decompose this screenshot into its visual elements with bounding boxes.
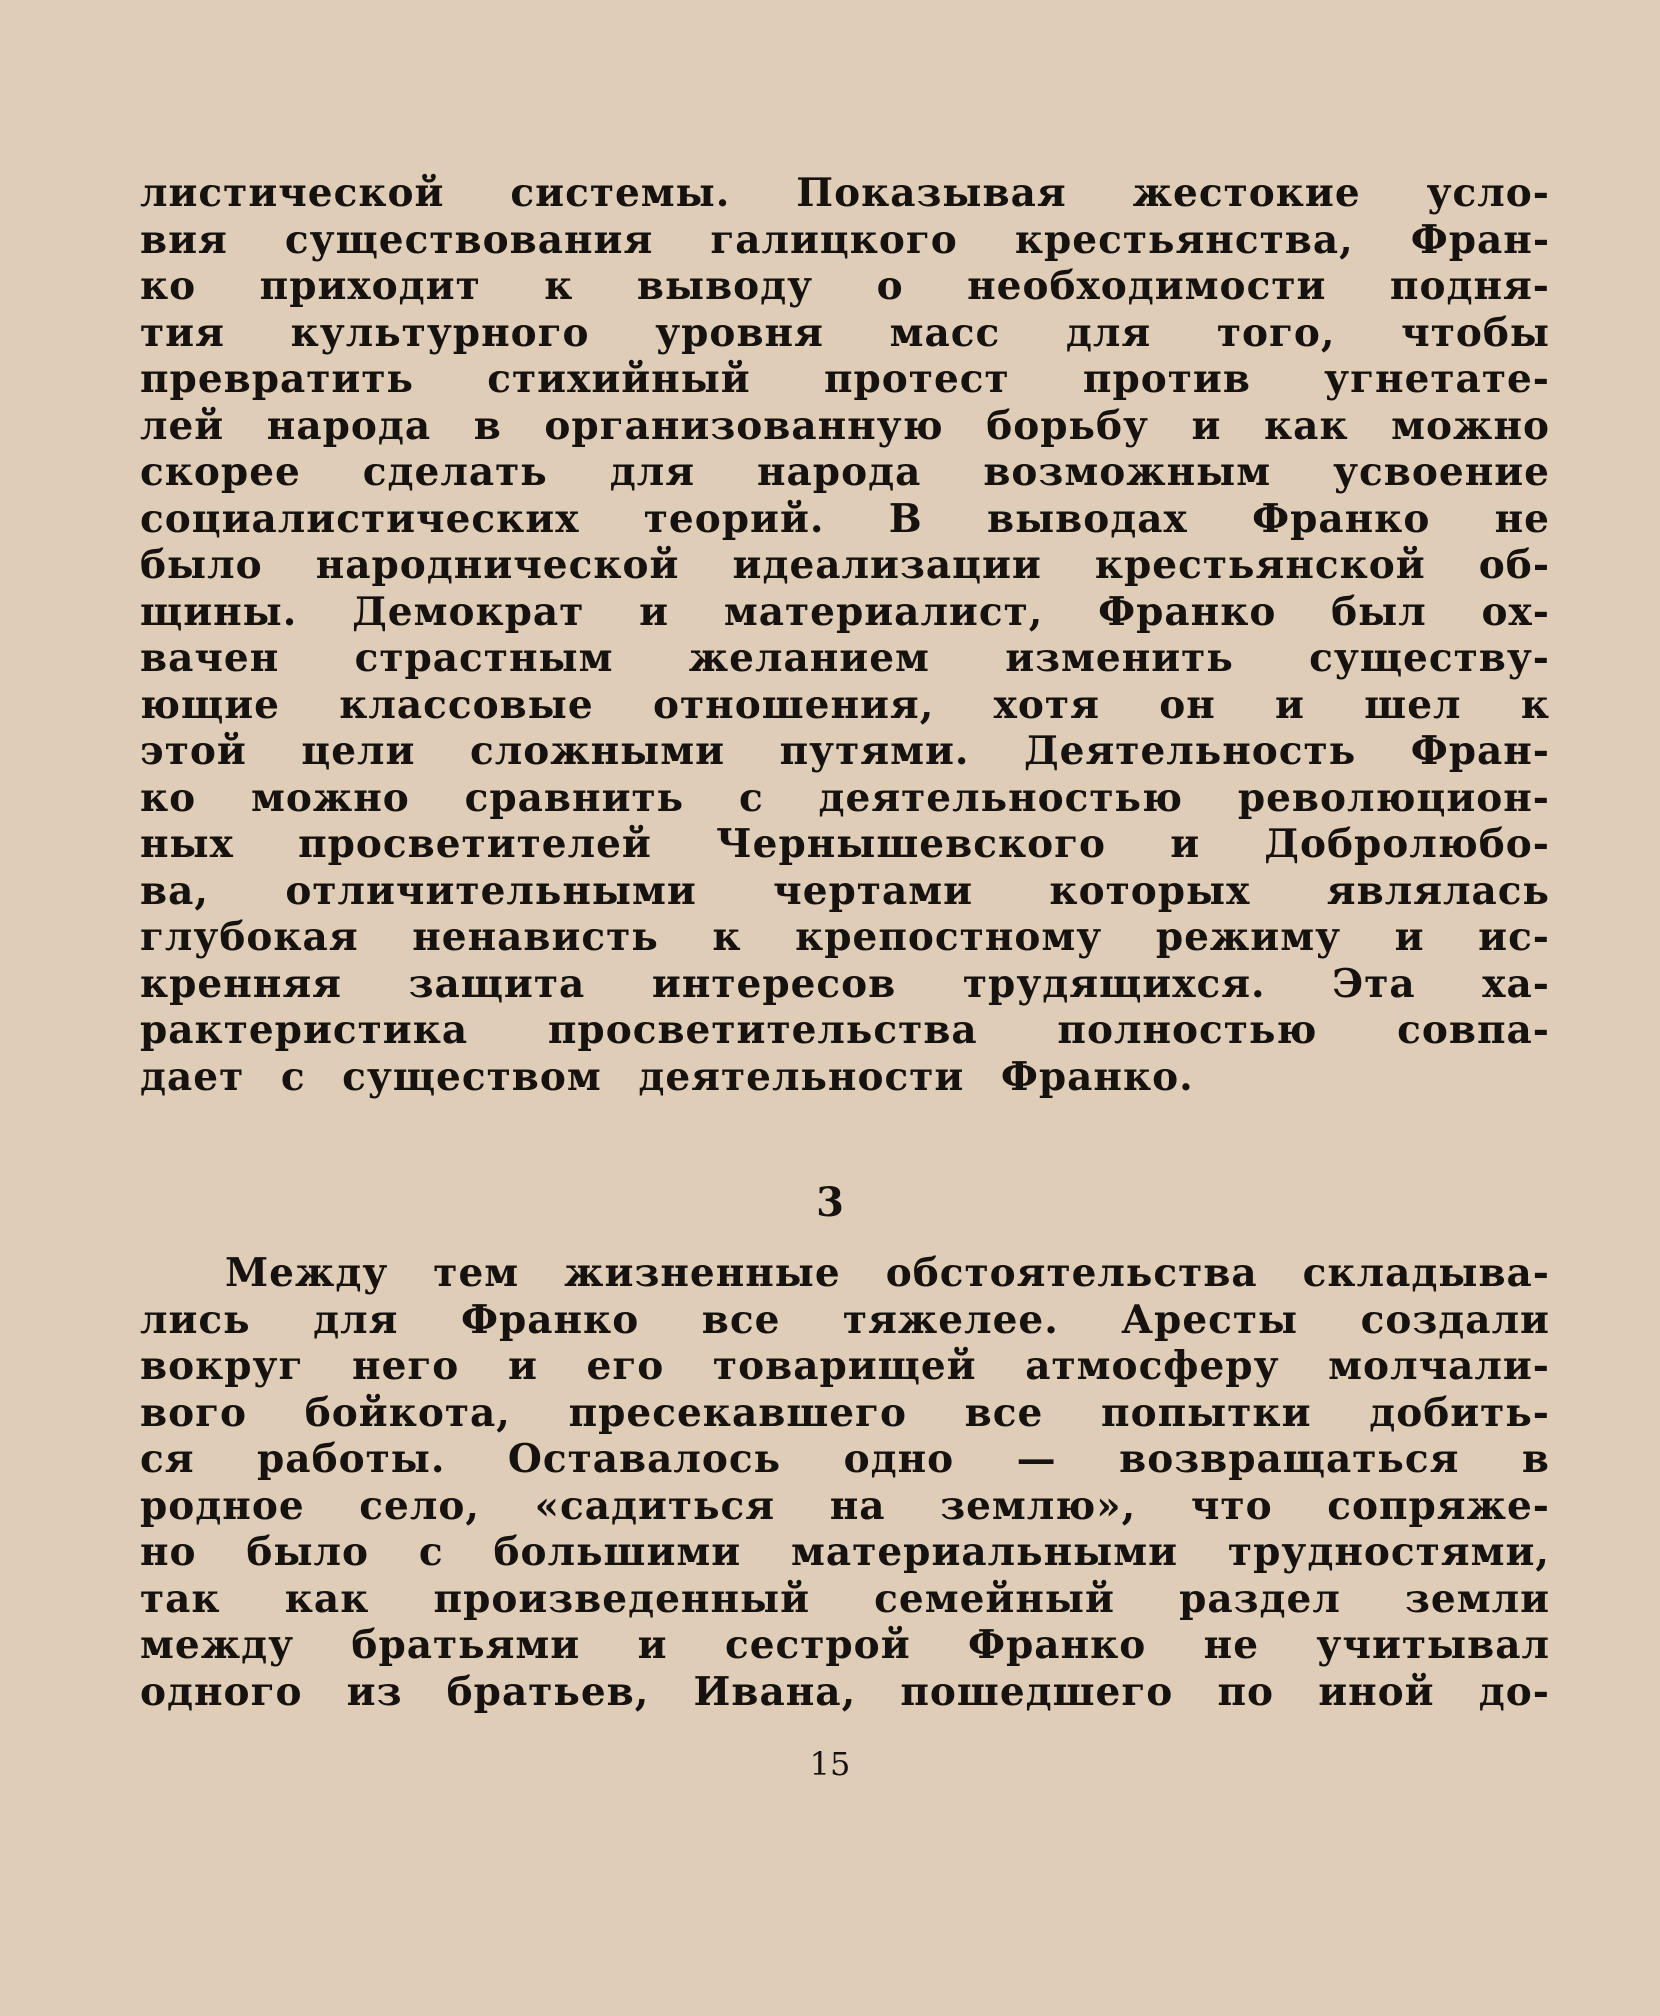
text-line: дает с существом деятельности Франко. xyxy=(140,1053,1194,1100)
text-line: социалистических теорий. В выводах Франко не xyxy=(140,495,1550,542)
text-line: вого бойкота, пресекавшего все попытки добить- xyxy=(140,1389,1550,1436)
text-line: рактеристика просветительства полностью совпа- xyxy=(140,1007,1550,1053)
text-line: ющие классовые отношения, хотя он и шел к xyxy=(140,681,1550,728)
text-line: между братьями и сестрой Франко не учитывал xyxy=(140,1622,1550,1668)
text-line: было народнической идеализации крестьянской об- xyxy=(140,542,1550,588)
text-line: но было с большими материальными трудностями, xyxy=(140,1529,1550,1575)
paragraph-2 xyxy=(140,1250,1550,1720)
page-number: 15 xyxy=(809,1745,851,1783)
text-line: ва, отличительными чертами которых являлась xyxy=(140,867,1550,914)
text-line: лей народа в организованную борьбу и как можно xyxy=(140,402,1550,449)
text-line: листической системы. Показывая жестокие усло- xyxy=(140,170,1550,216)
text-line: одного из братьев, Ивана, пошедшего по иной до- xyxy=(140,1668,1550,1715)
text-line: ко можно сравнить с деятельностью революцион- xyxy=(140,774,1550,821)
text-line: так как произведенный семейный раздел земли xyxy=(140,1575,1550,1622)
text-line: ко приходит к выводу о необходимости подня- xyxy=(140,263,1550,309)
text-line: глубокая ненависть к крепостному режиму и ис- xyxy=(140,914,1550,960)
text-line: щины. Демократ и материалист, Франко был ох- xyxy=(140,588,1550,635)
text-line: вачен страстным желанием изменить существу- xyxy=(140,635,1550,681)
paragraph-1 xyxy=(140,170,1550,1110)
text-line: родное село, «садиться на землю», что сопряже- xyxy=(140,1482,1550,1529)
text-line: превратить стихийный протест против угнетате- xyxy=(140,356,1550,402)
text-line: этой цели сложными путями. Деятельность Фран- xyxy=(140,728,1550,774)
text-line: Между тем жизненные обстоятельства складыва- xyxy=(225,1250,1550,1296)
text-line: ных просветителей Чернышевского и Добролюбо- xyxy=(140,821,1550,867)
text-line: ся работы. Оставалось одно — возвращаться в xyxy=(140,1436,1550,1482)
section-number: 3 xyxy=(816,1179,844,1226)
text-line: кренняя защита интересов трудящихся. Эта ха- xyxy=(140,960,1550,1007)
text-line: скорее сделать для народа возможным усвоение xyxy=(140,449,1550,495)
text-line: вия существования галицкого крестьянства, Фран- xyxy=(140,216,1550,263)
text-line: вокруг него и его товарищей атмосферу молчали- xyxy=(140,1343,1550,1389)
text-line: лись для Франко все тяжелее. Аресты создали xyxy=(140,1296,1550,1343)
text-line: тия культурного уровня масс для того, чтобы xyxy=(140,309,1550,356)
